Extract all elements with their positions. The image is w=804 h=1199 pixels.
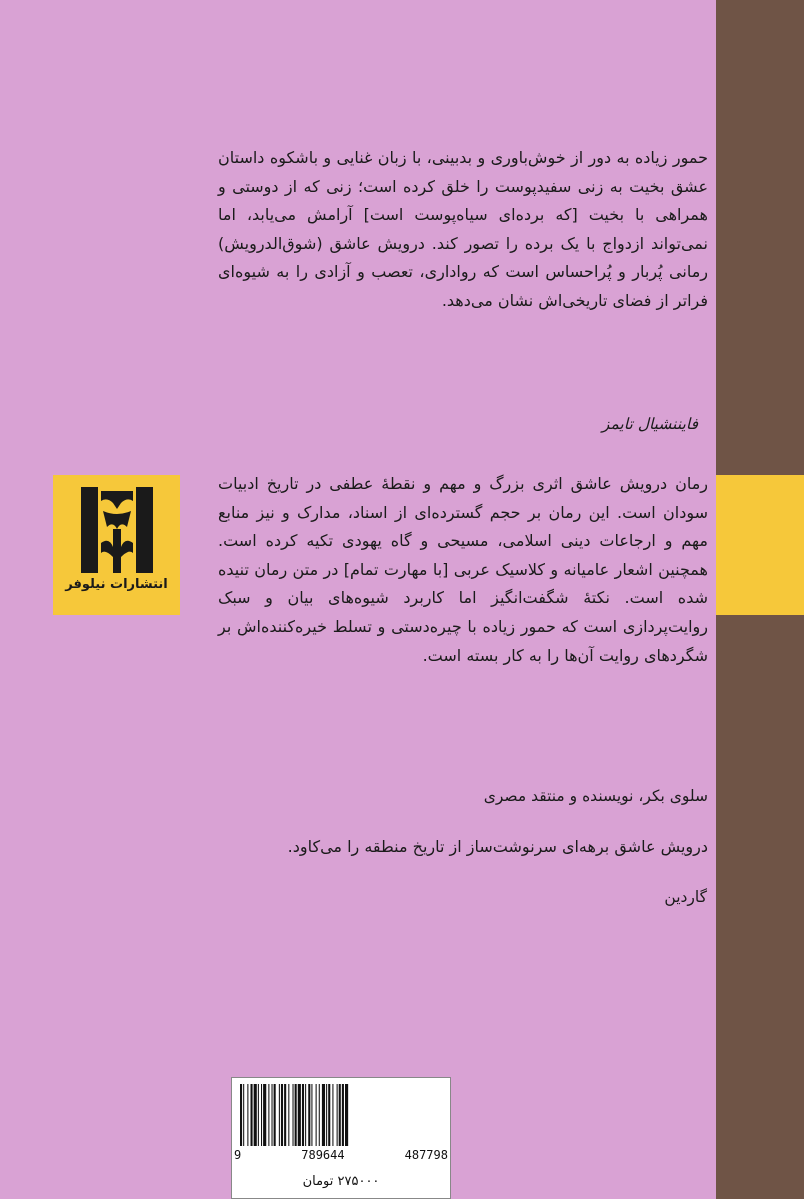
- price-label: ۲۷۵۰۰۰ تومان: [302, 1174, 380, 1189]
- review-2-text: رمان درویش عاشق اثری بزرگ و مهم و نقطهٔ عطفی در تاریخ ادبیات سودان است. این رمان بر حجم گسترده‌ای از اسناد، مدارک و نیز منابع مهم و ارجاعات دینی اسلامی، مسیحی و گاه یهودی تکیه کرده است. همچنین اشعار عامیانه و کلاسیک عربی [با مهارت تمام] در متن رمان تنیده شده است. نکتهٔ شگفت‌انگیز اما کاربرد شیوه‌های بیان و سبک روایت‌پردازی است که حمور زیاده با چیره‌دستی و تسلط خیره‌کننده‌اش بر شگردهای روایت آن‌ها را به کار بسته است.: [218, 474, 708, 665]
- isbn-digits: [234, 1148, 448, 1162]
- isbn-group-1: 789644: [301, 1148, 345, 1162]
- review-paragraph-2: [218, 470, 708, 670]
- isbn-group-2: 487798: [404, 1148, 448, 1162]
- review-3-source: گاردین: [664, 888, 707, 906]
- publisher-name: انتشارات نیلوفر: [65, 577, 168, 592]
- review-paragraph-3: [218, 833, 708, 862]
- review-2-source: سلوی بکر، نویسنده و منتقد مصری: [483, 787, 708, 805]
- nilufar-flower-logo-icon: [81, 487, 153, 573]
- publisher-logo-box: [53, 475, 180, 615]
- review-3-text: درویش عاشق برهه‌ای سرنوشت‌ساز از تاریخ منطقه را می‌کاود.: [287, 837, 708, 856]
- spine-yellow-band: [716, 475, 804, 615]
- isbn-barcode: [231, 1077, 451, 1199]
- isbn-prefix: 9: [234, 1148, 242, 1162]
- barcode-bars-icon: [240, 1084, 444, 1146]
- review-1-text: حمور زیاده به دور از خوش‌باوری و بدبینی، با زبان غنایی و باشکوه داستان عشق بخیت به زنی سفیدپوست را خلق کرده است؛ زنی که از دوستی و همراهی با بخیت [که برده‌ای سیاه‌پوست است] آرامش می‌یابد، اما نمی‌تواند ازدواج با یک برده را تصور کند. درویش عاشق (شوق‌الدرویش) رمانی پُربار و پُراحساس است که رواداری، تعصب و آزادی را به شیوه‌ای فراتر از فضای تاریخی‌اش نشان می‌دهد.: [218, 148, 708, 310]
- review-paragraph-1: [218, 144, 708, 316]
- review-1-source: فایننشیال تایمز: [601, 415, 698, 433]
